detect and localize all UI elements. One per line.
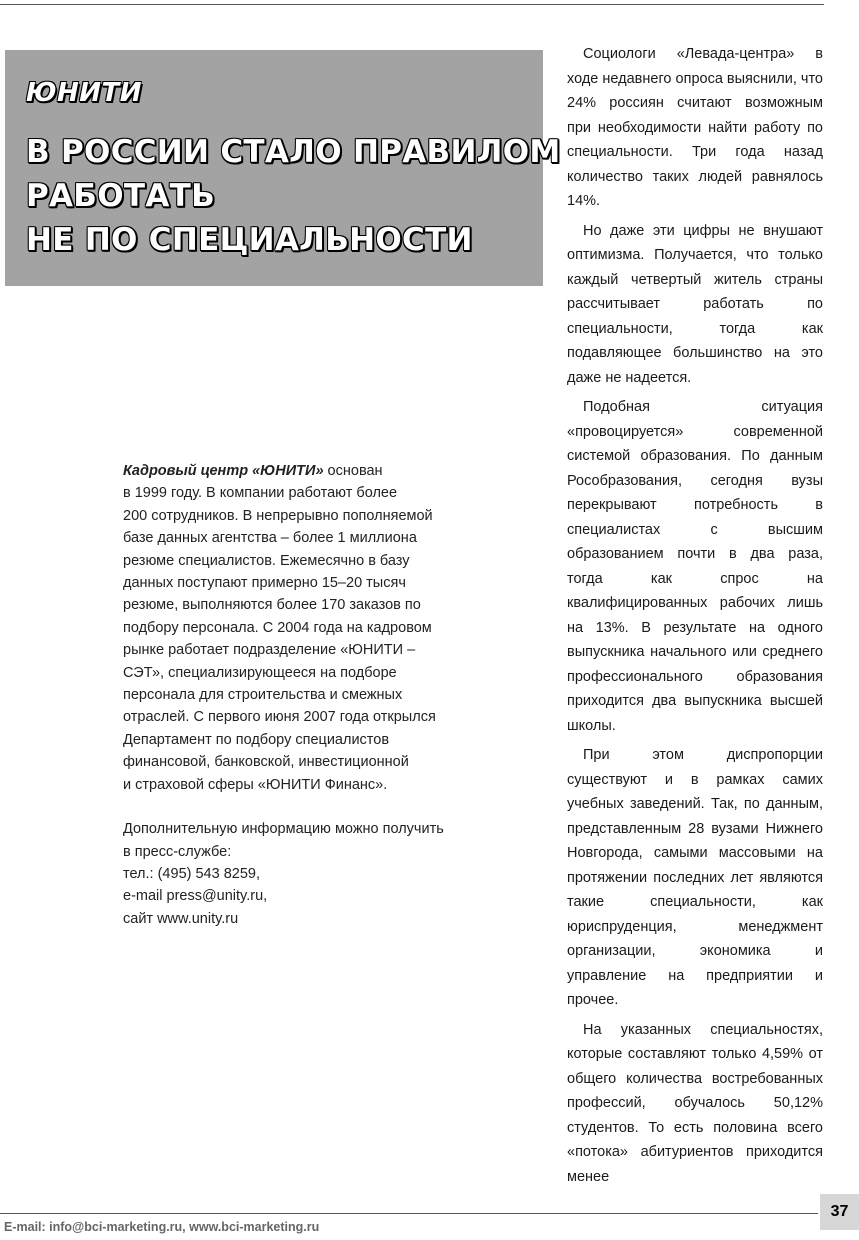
contact-line: в пресс-службе: [123,843,232,860]
contact-email: e-mail press@unity.ru, [123,888,268,905]
description-line: резюме специалистов. Ежемесячно в базу [123,552,410,569]
contact-phone: тел.: (495) 543 8259, [123,865,260,882]
description-line: базе данных агентства – более 1 миллиона [123,530,417,547]
description-line: 200 сотрудников. В непрерывно пополняемой [123,507,433,524]
description-line: подбору персонала. С 2004 года на кадровом [123,619,432,636]
description-line: Кадровый центр «ЮНИТИ» основан [123,463,383,479]
top-rule [0,4,824,5]
description-line: Департамент по подбору специалистов [123,731,390,748]
article-paragraph: Но даже эти цифры не внушают оптимизма. Получается, что только каждый четвертый житель страны рассчитывает работать по специальности, тогда как подавляющее большинство на это даже не надеется. [567,222,823,386]
description-line: и страховой сферы «ЮНИТИ Финанс». [123,776,388,793]
description-line: отраслей. С первого июня 2007 года открылся [123,709,436,726]
description-line: СЭТ», специализирующееся на подборе [123,664,397,681]
footer-rule [0,1213,818,1214]
description-line: данных поступают примерно 15–20 тысяч [123,575,406,592]
article-paragraph: Подобная ситуация «провоцируется» современной системой образования. По данным Рособразования, сегодня вузы перекрывают потребность в специалистах с высшим образованием почти в два раза, тогда как спрос на квалифицированных рабочих лишь на 13%. В результате на одного выпускника начального или среднего профессионального образования приходится два выпускника высшей школы. [567,399,823,734]
contact-website: сайт www.unity.ru [123,910,239,927]
title-line: НЕ ПО СПЕЦИАЛЬНОСТИ [26,222,473,258]
page-title [26,130,561,262]
description-line: финансовой, банковской, инвестиционной [123,754,409,771]
company-info-block [123,460,513,930]
description-line: в 1999 году. В компании работают более [123,485,398,502]
brand-name: ЮНИТИ [26,78,143,108]
article-paragraph: На указанных специальностях, которые составляют только 4,59% от общего количества востребованных профессий, обучалось 50,12% студентов. То есть половина всего «потока» абитуриентов приходится менее [567,1021,823,1185]
page-number: 37 [820,1194,859,1230]
footer-contact: E-mail: info@bci-marketing.ru, www.bci-marketing.ru [4,1220,320,1234]
contact-line: Дополнительную информацию можно получить [123,821,444,838]
article-paragraph: При этом диспропорции существуют и в рамках самих учебных заведений. Так, по данным, представленным 28 вузами Нижнего Новгорода, самыми массовыми на протяжении последних лет являются такие специальности, как юриспруденция, менеджмент организации, экономика и управление на предприятии и прочее. [567,747,823,1008]
description-line: персонала для строительства и смежных [123,687,403,704]
title-line: РАБОТАТЬ [26,178,216,214]
article-paragraph: Социологи «Левада-центра» в ходе недавнего опроса выяснили, что 24% россиян считают возможным при необходимости найти работу по специальности. Три года назад количество таких людей равнялось 14%. [567,46,823,209]
title-banner [5,50,561,286]
company-description [123,460,513,796]
article-column [567,42,823,1194]
title-line: В РОССИИ СТАЛО ПРАВИЛОМ [26,134,561,170]
press-contacts [123,818,513,930]
company-name: Кадровый центр «ЮНИТИ» [123,463,324,479]
description-line: резюме, выполняются более 170 заказов по [123,597,421,614]
description-line: рынке работает подразделение «ЮНИТИ – [123,642,416,659]
